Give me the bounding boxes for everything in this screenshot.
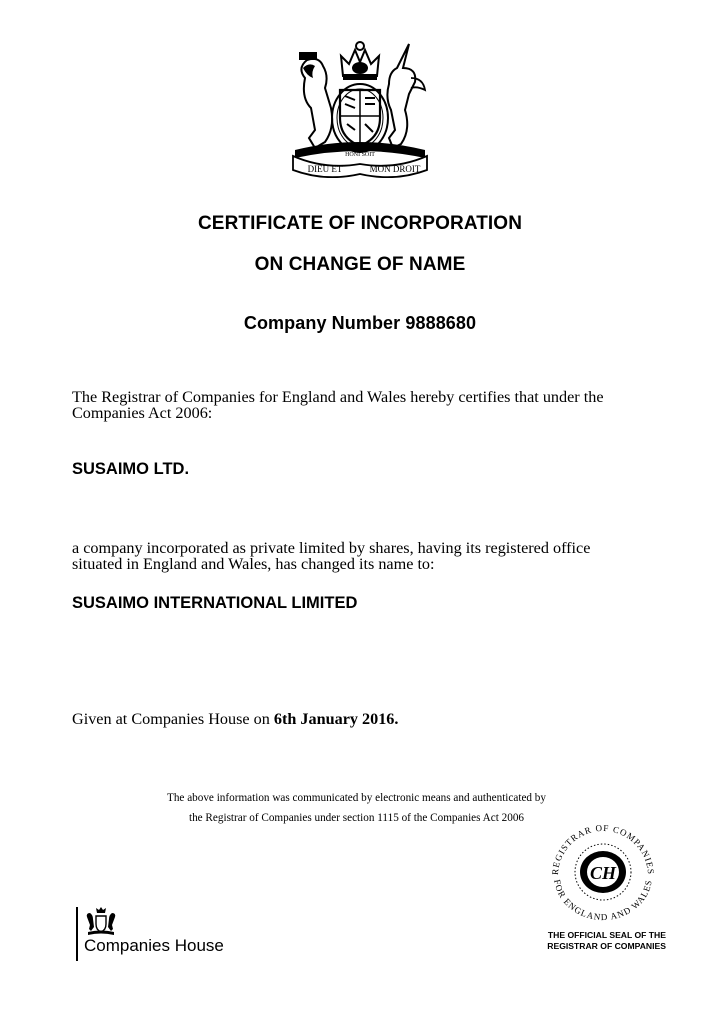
authentication-note-line: the Registrar of Companies under section 1115 of the Companies Act 2006 [188,812,525,824]
intro-text-line: Companies Act 2006: [72,404,213,422]
companies-house-crest-icon [84,907,118,937]
seal-caption-line: REGISTRAR OF COMPANIES [547,940,666,951]
brand-name: Companies House [84,936,224,955]
certificate-subtitle: ON CHANGE OF NAME [254,254,466,275]
given-prefix: Given at Companies House on [72,710,274,728]
royal-coat-of-arms-icon [285,38,435,178]
certificate-title: CERTIFICATE OF INCORPORATION [197,213,523,234]
brand-divider [76,907,78,961]
seal-monogram: CH [589,863,617,883]
change-text-line: situated in England and Wales, has changed its name to: [72,555,435,573]
garter-motto-text: HONI SOIT [345,152,375,158]
given-date: 6th January 2016. [273,710,399,728]
seal-caption [500,930,666,951]
new-company-name: SUSAIMO INTERNATIONAL LIMITED [72,594,358,612]
given-at-text [72,711,662,727]
motto-left-text: DIEU ET [307,164,343,174]
company-number: Company Number 9888680 [243,313,477,333]
seal-caption-line: THE OFFICIAL SEAL OF THE [547,930,666,940]
change-text-line: a company incorporated as private limited by shares, having its registered office [72,539,591,557]
seal-ring-top-text: REGISTRAR OF COMPANIES [549,822,657,876]
motto-right-text: MON DROIT [369,164,421,174]
old-company-name: SUSAIMO LTD. [72,460,190,478]
registrar-seal-icon [540,814,666,924]
seal-ring-bottom-text: FOR ENGLAND AND WALES [552,878,654,923]
authentication-note-line: The above information was communicated by electronic means and authenticated by [167,792,546,804]
change-text [72,540,662,572]
intro-text [72,389,662,421]
intro-text-line: The Registrar of Companies for England and Wales hereby certifies that under the [72,388,604,406]
